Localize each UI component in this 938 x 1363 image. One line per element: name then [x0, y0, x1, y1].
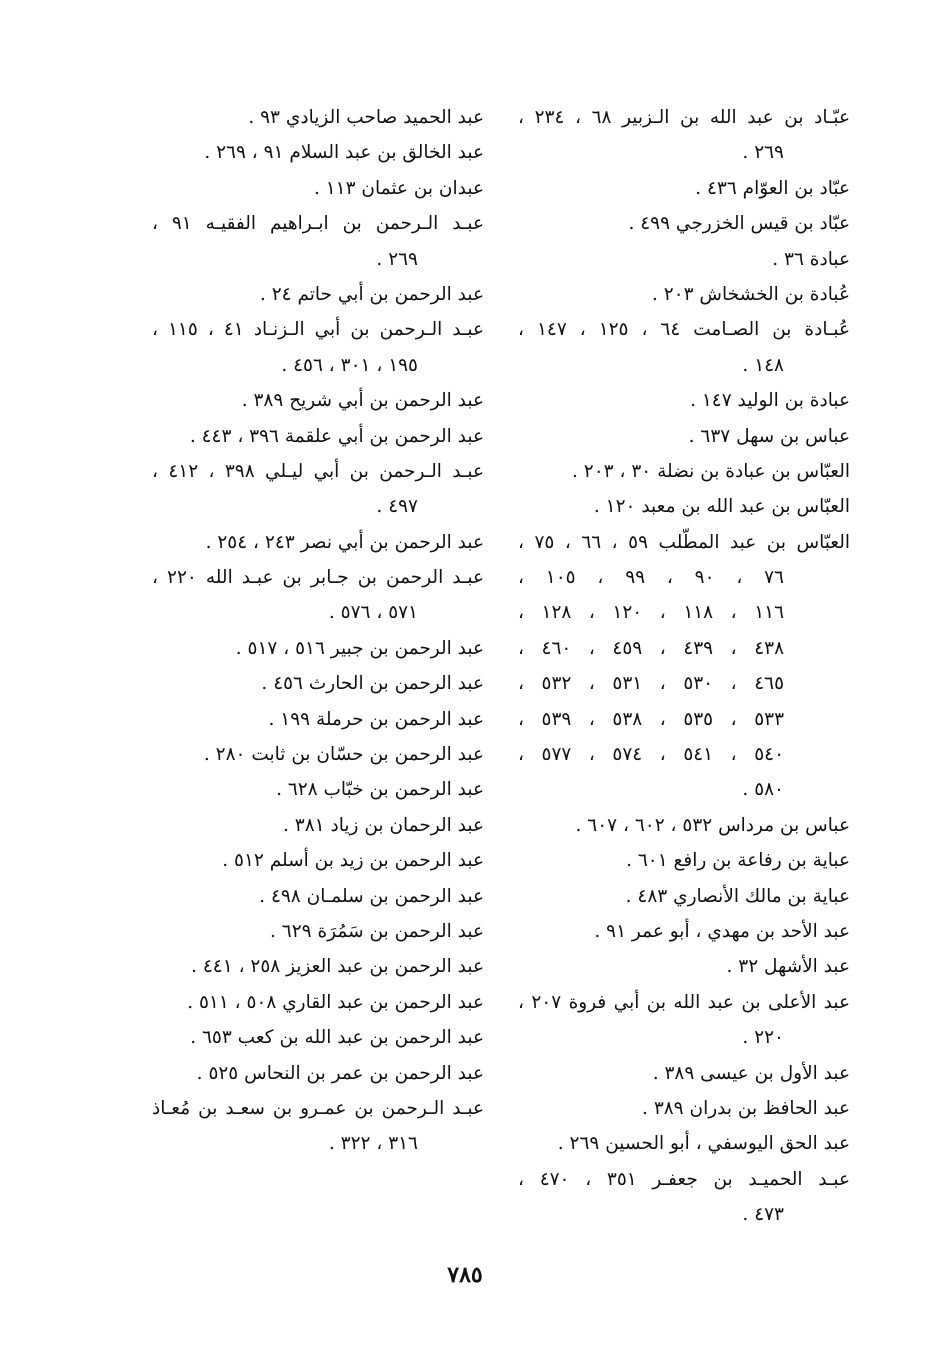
index-entry: عبد الأشهل ٣٢ .: [726, 956, 850, 978]
index-entry-continuation: ٥٣٣ ، ٥٣٥ ، ٥٣٨ ، ٥٣٩ ،: [518, 708, 785, 730]
index-entry-continuation: ١١٦ ، ١١٨ ، ١٢٠ ، ١٢٨ ،: [518, 602, 785, 624]
index-entry: العبّاس بن عبد المطّلب ٥٩ ، ٦٦ ، ٧٥ ،: [518, 531, 850, 553]
index-entry-continuation: ١٤٨ .: [742, 354, 784, 376]
index-entry: عبـد الـرحمن بن أبي الـزنـاد ٤١ ، ١١٥ ،: [152, 319, 484, 341]
index-entry-continuation: ٢٢٠ .: [742, 1027, 784, 1049]
index-entry: عبّاد بن قيس الخزرجي ٤٩٩ .: [628, 213, 850, 235]
index-entry: عبّـاد بن عبد الله بن الـزبير ٦٨ ، ٢٣٤ ،: [518, 107, 850, 128]
index-entry: عبد الرحمن بن أبي نصر ٢٤٣ ، ٢٥٤ .: [205, 531, 484, 553]
index-entry: عبد الرحمن بن عبد العزيز ٢٥٨ ، ٤٤١ .: [191, 956, 484, 978]
index-entry-continuation: ٥٤٠ ، ٥٤١ ، ٥٧٤ ، ٥٧٧ ،: [518, 744, 785, 766]
index-entry: عبد الرحمن بن سَمُرَة ٦٢٩ .: [270, 920, 484, 942]
index-entry-continuation: ٢٦٩ .: [742, 142, 784, 164]
index-entry: عبد الرحمن بن الحارث ٤٥٦ .: [261, 673, 484, 695]
index-entry: عبد الرحمن بن جبير ٥١٦ ، ٥١٧ .: [235, 637, 484, 659]
index-entry-continuation: ٤٩٧ .: [376, 496, 418, 518]
index-entry: عُبـادة بن الصـامت ٦٤ ، ١٢٥ ، ١٤٧ ،: [518, 319, 850, 341]
index-entry-continuation: ٥٧١ ، ٥٧٦ .: [328, 602, 418, 624]
index-entry-continuation: ٤٧٣ .: [742, 1204, 784, 1226]
index-entry: عبـد الـرحمن بن عمـرو بن سعـد بن مُعـاذ: [152, 1097, 484, 1119]
index-entry: العبّاس بن عبد الله بن معبد ١٢٠ .: [593, 496, 850, 518]
index-entry: عبد الرحمن بن عبد الله بن كعب ٦٥٣ .: [190, 1027, 484, 1049]
index-entry: عباية بن رفاعة بن رافع ٦٠١ .: [626, 850, 850, 872]
index-entry: عبـد الرحمن بن جـابر بن عبـد الله ٢٢٠ ،: [152, 567, 484, 589]
index-entry-continuation: ٧٦ ، ٩٠ ، ٩٩ ، ١٠٥ ،: [518, 567, 784, 589]
index-entry: عبد الرحمن بن عبد القاري ٥٠٨ ، ٥١١ .: [187, 991, 484, 1013]
index-entry: عبد الأول بن عيسى ٣٨٩ .: [652, 1062, 850, 1084]
index-entry-continuation: ٤٦٥ ، ٥٣٠ ، ٥٣١ ، ٥٣٢ ،: [518, 673, 785, 695]
index-entry: العبّاس بن عبادة بن نضلة ٣٠ ، ٢٠٣ .: [572, 460, 850, 482]
index-entry: عباية بن مالك الأنصاري ٤٨٣ .: [625, 885, 850, 907]
index-entry: عبد الرحمن بن حرملة ١٩٩ .: [268, 708, 484, 730]
index-entry: عبادة ٣٦ .: [772, 248, 850, 270]
index-column-left: [152, 100, 484, 1162]
index-entry: عبد الرحمن بن حسّان بن ثابت ٢٨٠ .: [203, 744, 484, 766]
index-entry: عبد الرحمن بن أبي حاتم ٢٤ .: [259, 283, 484, 305]
index-entry: عبد الرحمن بن أبي علقمة ٣٩٦ ، ٤٤٣ .: [189, 425, 484, 447]
index-entry: عُبادة بن الخشخاش ٢٠٣ .: [651, 283, 850, 305]
index-entry: عبد الحق اليوسفي ، أبو الحسين ٢٦٩ .: [557, 1133, 850, 1155]
index-entry: عبد الرحمن بن زيد بن أسلم ٥١٢ .: [222, 850, 484, 872]
index-entry: عبد الأعلى بن عبد الله بن أبي فروة ٢٠٧ ،: [518, 991, 850, 1013]
index-entry-continuation: ٢٦٩ .: [376, 248, 418, 270]
index-entry: عباس بن مرداس ٥٣٢ ، ٦٠٢ ، ٦٠٧ .: [575, 814, 850, 836]
index-entry: عبد الرحمن بن خبّاب ٦٢٨ .: [276, 779, 484, 801]
index-entry: عبد الرحمن بن سلمـان ٤٩٨ .: [259, 885, 484, 907]
index-entry: عبد الرحمن بن عمر بن النحاس ٥٢٥ .: [196, 1062, 484, 1084]
index-entry-continuation: ٣١٦ ، ٣٢٢ .: [328, 1133, 418, 1155]
page-number: ٧٨٥: [447, 1262, 483, 1288]
index-entry: عبد الخالق بن عبد السلام ٩١ ، ٢٦٩ .: [204, 142, 484, 164]
index-entry: عبدان بن عثمان ١١٣ .: [313, 177, 484, 199]
index-column-right: [518, 100, 850, 1233]
index-entry: عبادة بن الوليد ١٤٧ .: [690, 390, 850, 412]
index-entry: عبـد الحميـد بن جعفـر ٣٥١ ، ٤٧٠ ،: [518, 1168, 850, 1190]
index-entry: عبد الحافظ بن بدران ٣٨٩ .: [642, 1097, 850, 1119]
index-entry-continuation: ٥٨٠ .: [742, 779, 784, 801]
index-entry: عبـد الـرحمن بن أبي ليـلي ٣٩٨ ، ٤١٢ ،: [152, 460, 484, 482]
index-entry: عبد الرحمان بن زياد ٣٨١ .: [283, 814, 484, 836]
index-entry: عباس بن سهل ٦٣٧ .: [688, 425, 850, 447]
index-entry: عبد الرحمن بن أبي شريح ٣٨٩ .: [241, 390, 484, 412]
index-entry: عبد الأحد بن مهدي ، أبو عمر ٩١ .: [594, 920, 850, 942]
index-entry: عبـد الـرحمن بن ابـراهيم الفقيـه ٩١ ،: [152, 213, 484, 235]
index-entry: عبد الحميد صاحب الزيادي ٩٣ .: [248, 107, 484, 128]
index-entry-continuation: ٤٣٨ ، ٤٣٩ ، ٤٥٩ ، ٤٦٠ ،: [518, 637, 785, 659]
index-entry-continuation: ١٩٥ ، ٣٠١ ، ٤٥٦ .: [281, 354, 418, 376]
index-entry: عبّاد بن العوّام ٤٣٦ .: [695, 177, 850, 199]
